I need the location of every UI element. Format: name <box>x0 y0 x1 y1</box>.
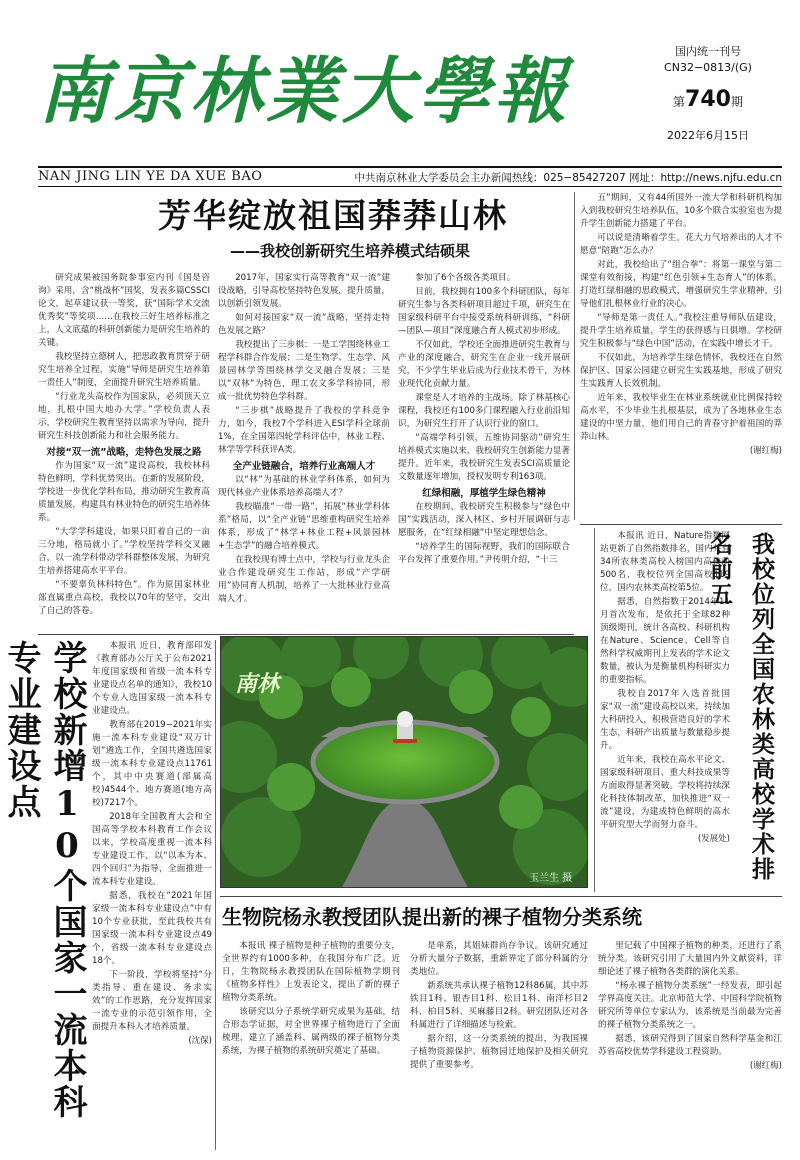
masthead-sponsor: 中共南京林业大学委员会主办新闻热线：025−85427207 网址：http://news.njfu.edu.cn <box>354 172 782 184</box>
masthead-subrule <box>38 186 782 187</box>
issue-prefix: 第 <box>673 95 686 109</box>
right-story-para: 我校自2017年入选首批国家“双一流”建设高校以来，持续加大科研投入，积极营造良好的学术生态，科研产出质量与数量稳步提升。 <box>600 689 730 751</box>
masthead-title: 南京林業大學報 <box>38 48 571 133</box>
left-story-body <box>92 640 212 1150</box>
issue-date: 2022年6月15日 <box>667 129 749 142</box>
lead-col2b-para: 在我校现有博士点中，学校与行业龙头企业合作建设研究生工作站，形成“产学研用”协同育人机制，培养了一大批林业行业高端人才。 <box>218 555 390 604</box>
lead-col3-para: 课堂是人才培养的主战场。除了林基核心课程，我校还有100多门课程融入行业前沿知识，为研究生打开了认识行业的窗口。 <box>398 393 570 429</box>
lead-col2-para: 如何对接国家“双一流”战略，坚持走特色发展之路？ <box>218 313 390 336</box>
serial-number: CN32−0813/(G) <box>664 61 752 74</box>
lead-col4-para: 可以说是清晰着学生。花大力气培养出的人才不愿意“陪跑”怎么办？ <box>580 233 782 256</box>
lead-col1-para: 我校坚持立德树人，把思政教育贯穿于研究生培养全过程，实施“导师是研究生培养第一责任人”制度，全面提升研究生培养质量。 <box>38 352 210 388</box>
bio-signoff: (谢红梅) <box>749 1061 782 1071</box>
issue-info-box <box>634 44 782 156</box>
bio-col3-para: “杨永裸子植物分类系统”一经发表，即引起学界高度关注。北京师范大学、中国科学院植物研究所等单位专家认为，该系统是当前最为完善的裸子植物分类系统之一。 <box>598 981 782 1030</box>
issue-suffix: 期 <box>730 95 743 109</box>
bio-col2-para: 新系统共承认裸子植物12科86属，其中苏铁目1科、银杏目1科、松目1科、南洋杉目2科、柏目5科、买麻藤目2科。研究团队还对各科属进行了详细描述与检索。 <box>410 981 588 1030</box>
right-story-para: 据悉，自然指数于2014年11月首次发布，是依托于全球82种顶级期刊，统计各高校、科研机构在Nature、Science、Cell等自然科学权威期刊上发表的学术论文数量，被认为是衡量机构科研实力的重要指标。 <box>600 597 730 685</box>
bio-col1-para: 本报讯 裸子植物是种子植物的重要分支，全世界约有1000多种，在我国分布广泛。近日，生物院杨永教授团队在国际植物学期刊《植物多样性》上发表论文，提出了新的裸子植物分类系统。 <box>222 941 400 1003</box>
left-story-para: 2018年全国教育大会和全国高等学校本科教育工作会议以来，学校高度重视一流本科专业建设工作，以“以本为本、四个回归”为指导，全面推进一流本科专业建设。 <box>92 812 212 887</box>
lead-col1b-para: “不要辜负林科特色”。作为原国家林业部直属重点高校，我校以70年的坚守，交出了自己的答卷。 <box>38 580 210 616</box>
lead-subheading-3: 红绿相融，厚植学生绿色精神 <box>422 488 546 499</box>
campus-photo <box>220 636 588 888</box>
left-story-para: 本报讯 近日，教育部印发《教育部办公厅关于公布2021年度国家级和省级一流本科专业建设点名单的通知》，我校10个专业入选国家级一流本科专业建设点。 <box>92 641 212 716</box>
lead-col4-para: 近年来，我校毕业生在林业系统就业比例保持较高水平，不少毕业生扎根基层，成为了各地林业生态建设的中坚力量，他们用自己的青春守护着祖国的莽莽山林。 <box>580 393 782 442</box>
lead-col2b-para: 以“林”为基础的林业学科体系，如何为现代林业产业体系培养高端人才？ <box>218 475 390 498</box>
bio-col1-para: 该研究以分子系统学研究成果为基础，结合形态学证据，对全世界裸子植物进行了全面梳理，建立了涵盖科、属两级的裸子植物分类系统，为裸子植物的系统研究奠定了基础。 <box>222 1007 400 1056</box>
photo-logo: 南林 <box>235 671 280 697</box>
lead-col2b-para: 我校瞄准“一带一路”，拓展“林业学科体系”格局，以“全产业链”思维重构研究生培养体系，形成了“林学+林业工程+风景园林+生态学”的融合培养模式。 <box>218 502 390 551</box>
lead-col4-para: 对此，我校给出了“组合拳”：将第一课堂与第二课堂有效衔接，构建“红色引领+生态育人”的体系，打造红绿相融的思政模式，增强研究生学业精神，引导他们扎根林业行业的决心。 <box>580 260 782 309</box>
lead-col4-para: “导师是第一责任人。”我校注重导师队伍建设，提升学生培养质量，学生的获得感与日俱增。学校研究生积极参与“绿色中国”活动，在实践中增长才干。 <box>580 313 782 349</box>
lead-col2-para: 我校提出了三步棋：一是工学围绕林业工程学科群合作发展；二是生物学、生态学、风景园林学等围绕林学交叉融合发展；三是以“双林”为特色，理工农文多学科协同，形成一批优势特色学科群。 <box>218 340 390 402</box>
lead-col3-para: 不仅如此，学校还全面推进研究生教育与产业的深度融合，研究生在企业一线开展研究，不少学生毕业后成为行业技术骨干，为林业现代化贡献力量。 <box>398 340 570 389</box>
issue-value: 740 <box>685 87 731 112</box>
bio-column-2 <box>410 940 588 1150</box>
lead-signoff: (谢红梅) <box>749 446 782 456</box>
lead-column-2 <box>218 272 390 632</box>
masthead-pinyin: NAN JING LIN YE DA XUE BAO <box>38 169 263 184</box>
lead-col4-para: 不仅如此，为培养学生绿色情怀，我校还在自然保护区、国家公园建立研究生实践基地，形成了研究生实践育人长效机制。 <box>580 353 782 389</box>
bio-col2-para: 据介绍，这一分类系统的提出，为我国裸子植物资源保护、植物园迁地保护及相关研究提供了重要参考。 <box>410 1034 588 1070</box>
right-top-rule <box>580 524 782 525</box>
serial-label: 国内统一刊号 <box>675 45 741 58</box>
right-story-para: 近年来，我校在高水平论文、国家级科研项目、重大科技成果等方面取得显著突破。学校将持续深化科技体制改革，加快推进“双一流”建设，为建成特色鲜明的高水平研究型大学而努力奋斗。 <box>600 755 730 830</box>
lead-bottom-rule <box>38 634 574 635</box>
lead-col2-para: 2017年，国家实行高等教育“双一流”建设战略，引导高校坚持特色发展，提升质量，以创新引领发展。 <box>218 273 390 309</box>
bio-column-3 <box>598 940 782 1150</box>
left-story-para: 下一阶段，学校将坚持“分类指导、重在建设、务求实效”的工作思路，充分发挥国家一流专业的示范引领作用，全面提升本科人才培养质量。 <box>92 970 212 1032</box>
left-story-para: 据悉，我校在“2021年国家级一流本科专业建设点”中有10个专业获批，至此我校共有国家级一流本科专业建设点49个，省级一流本科专业建设点18个。 <box>92 891 212 966</box>
left-story-divider <box>215 640 216 1150</box>
bio-col3-para: 里记载了中国裸子植物的种类，还进行了系统分类。该研究引用了大量国内外文献资料，详细论述了裸子植物各类群的演化关系。 <box>598 941 782 977</box>
lead-column-1 <box>38 272 210 632</box>
left-story-para: 教育部在2019−2021年实施一流本科专业建设“双万计划”遴选工作，全国共遴选国家级一流本科专业建设点11761个，其中中央赛道(部属高校)4544个、地方赛道(地方高校)7217个。 <box>92 720 212 808</box>
right-story-para: 本报讯 近日，Nature指数网站更新了自然指数排名，国内共有34所农林类高校入榜国内高校前500名，我校位列全国高校119位，国内农林类高校第5位。 <box>600 531 730 593</box>
left-story-headline: 学校新增10个国家一流本科专业建设点 <box>1 640 87 1120</box>
lead-column-3 <box>398 272 570 632</box>
right-story-signoff: (发展处) <box>697 834 730 844</box>
lead-col3-para: 目前，我校拥有100多个科研团队，每年研究生参与各类科研项目超过千项，研究生在国家级科研平台中接受系统科研训练，“科研—团队—项目”深度融合育人模式初步形成。 <box>398 287 570 336</box>
lead-column-4 <box>580 192 782 516</box>
lead-col3-para: 参加了6个各级各类项目。 <box>415 273 516 283</box>
bio-col3-para: 据悉，该研究得到了国家自然科学基金和江苏省高校优势学科建设工程资助。 <box>598 1034 782 1057</box>
lead-col3-para: “高端学科引领，五维协同驱动”研究生培养模式实施以来，我校研究生创新能力显著提升。近年来，我校研究生发表SCI高质量论文数量逐年增加，授权发明专利163项。 <box>398 433 570 482</box>
bio-col2-para: 是单系，其姐妹群尚存争议。该研究通过分析大量分子数据，重新界定了部分科属的分类地位。 <box>410 941 588 977</box>
lead-col2-para: “三步棋”战略提升了我校的学科竞争力，如今，我校7个学科进入ESI学科全球前1%，在全国第四轮学科评估中，林业工程、林学等学科获评A类。 <box>218 406 390 455</box>
left-story-signoff: (沈保) <box>188 1036 212 1046</box>
lead-col3b-para: “培养学生的国际视野，我们的国际联合平台发挥了重要作用。”尹传明介绍，“十三 <box>398 542 570 565</box>
lead-col1b-para: “大学学科建设，如果只盯着自己的一亩三分地，格局就小了。”学校坚持学科交叉融合，以一流学科带动学科群整体发展，为研究生培养搭建高水平平台。 <box>38 527 210 576</box>
lead-col1-para: 研究成果被国务院参事室内刊《国是咨询》采用，含“桃战杯”国奖，发表多篇CSSCI论文，起草建议获一等奖，获“国际学术交流优秀奖”等奖项……在我校三好生培养标准之上，人文底蕴的科研创新能力是研究生培养的关键。 <box>38 273 210 348</box>
lead-subhead: ——我校创新研究生培养模式结硕果 <box>229 242 470 260</box>
lead-col3b-para: 在校期间，我校研究生积极参与“绿色中国”实践活动，深入林区、乡村开展调研与志愿服务，在“红绿相融”中坚定理想信念。 <box>398 502 570 538</box>
bio-column-1 <box>222 940 400 1150</box>
issue-number <box>634 86 782 116</box>
photo-right-divider <box>594 528 595 892</box>
lead-col1b-para: 作为国家“双一流”建设高校，我校林科特色鲜明，学科优势突出。在新的发展阶段，学校进一步优化学科布局，推动研究生教育高质量发展，构建具有林业特色的研究生培养体系。 <box>38 461 210 523</box>
lead-column-divider <box>574 192 575 520</box>
photo-caption: 玉兰生 摄 <box>529 873 573 884</box>
lead-subheading-1: 对接“双一流”战略，走特色发展之路 <box>46 447 202 458</box>
lead-headline: 芳华绽放祖国莽莽山林 <box>158 196 508 235</box>
lead-col4-para: 五”期间，又有44所国外一流大学和科研机构加入到我校研究生培养队伍，10多个联合实验室也为提升学生创新能力搭建了平台。 <box>580 193 782 229</box>
right-story-headline: 我校位列全国农林类高校学术排名前五 <box>706 532 775 882</box>
bio-top-rule <box>220 896 782 897</box>
lead-subheading-2: 全产业链融合，培养行业高端人才 <box>232 461 376 472</box>
bio-story-headline: 生物院杨永教授团队提出新的裸子植物分类系统 <box>222 905 642 929</box>
lead-col1-para: “行业龙头高校作为国家队，必须顶天立地，扎根中国大地办大学。”学校负责人表示，学校研究生教育坚持以需求为导向，提升研究生科技创新能力和社会服务能力。 <box>38 392 210 441</box>
